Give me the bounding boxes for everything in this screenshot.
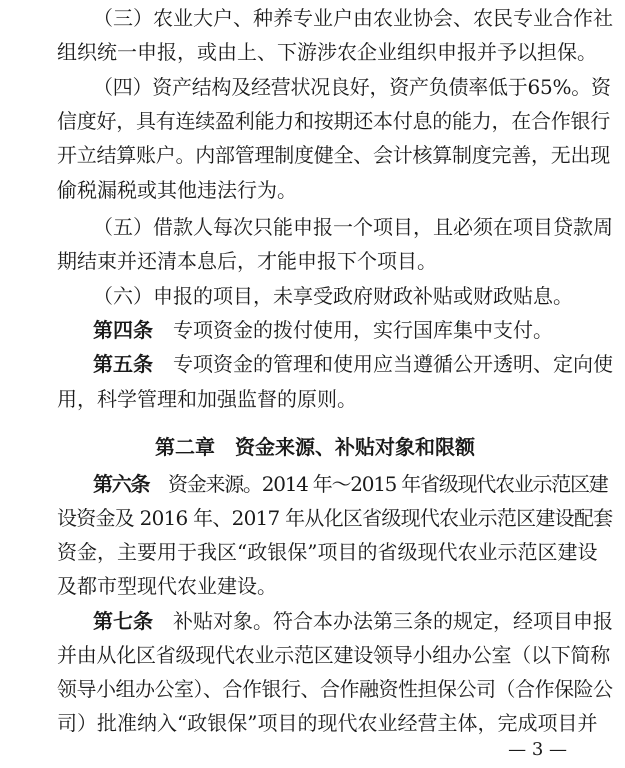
text-line — [0, 72, 625, 102]
text-line — [0, 315, 625, 345]
text-line — [0, 503, 625, 533]
line-text: （六）申报的项目，未享受政府财政补贴或财政贴息。 — [93, 284, 573, 308]
chapter-heading — [0, 432, 625, 462]
line-text: 开立结算账户。内部管理制度健全、会计核算制度完善，无出现 — [57, 143, 610, 167]
line-text: 偷税漏税或其他违法行为。 — [57, 178, 297, 202]
line-text: 专项资金的拨付使用，实行国库集中支付。 — [173, 318, 553, 342]
line-text: 用，科学管理和加强监督的原则。 — [57, 387, 357, 411]
line-text: 领导小组办公室）、合作银行、合作融资性担保公司（合作保险公 — [57, 677, 613, 701]
line-text: 专项资金的管理和使用应当遵循公开透明、定向使 — [173, 352, 613, 376]
text-line — [0, 349, 625, 379]
text-line — [0, 708, 625, 738]
text-line — [0, 640, 625, 670]
text-line — [0, 384, 625, 414]
line-text: （三）农业大户、种养专业户由农业协会、农民专业合作社 — [93, 6, 613, 30]
text-line — [0, 175, 625, 205]
page-number: — 3 — — [508, 739, 567, 760]
text-line — [0, 281, 625, 311]
line-text: （五）借款人每次只能申报一个项目，且必须在项目贷款周 — [93, 215, 613, 239]
text-line — [0, 571, 625, 601]
line-text: 并由从化区省级现代农业示范区建设领导小组办公室（以下简称 — [57, 643, 610, 667]
text-line — [0, 140, 625, 170]
line-text: 期结束并还清本息后，才能申报下个项目。 — [57, 249, 437, 273]
text-line — [0, 212, 625, 242]
line-text: 设资金及 2016 年、2017 年从化区省级现代农业示范区建设配套 — [57, 506, 613, 530]
article-label: 第四条 — [93, 318, 153, 342]
text-line — [0, 606, 625, 636]
article-label: 第七条 — [93, 609, 153, 633]
text-line — [0, 674, 625, 704]
line-text: 补贴对象。符合本办法第三条的规定，经项目申报 — [173, 609, 613, 633]
line-text: 信度好，具有连续盈利能力和按期还本付息的能力，在合作银行 — [57, 109, 610, 133]
text-line — [0, 246, 625, 276]
line-text: 资金，主要用于我区“政银保”项目的省级现代农业示范区建设 — [57, 540, 598, 564]
line-text: 司）批准纳入“政银保”项目的现代农业经营主体，完成项目并 — [57, 711, 598, 735]
text-line — [0, 537, 625, 567]
line-text: 组织统一申报，或由上、下游涉农企业组织申报并予以担保。 — [57, 40, 597, 64]
article-label: 第五条 — [93, 352, 153, 376]
line-text: 及都市型现代农业建设。 — [57, 574, 277, 598]
article-label: 第六条 — [93, 472, 150, 496]
text-line — [0, 37, 625, 67]
line-text: （四）资产结构及经营状况良好，资产负债率低于65%。资 — [93, 75, 611, 99]
text-line — [0, 106, 625, 136]
text-line — [0, 3, 625, 33]
line-text: 资金来源。2014 年～2015 年省级现代农业示范区建 — [168, 472, 608, 496]
chapter-title: 第二章 资金来源、补贴对象和限额 — [155, 435, 475, 459]
text-line — [0, 469, 625, 499]
